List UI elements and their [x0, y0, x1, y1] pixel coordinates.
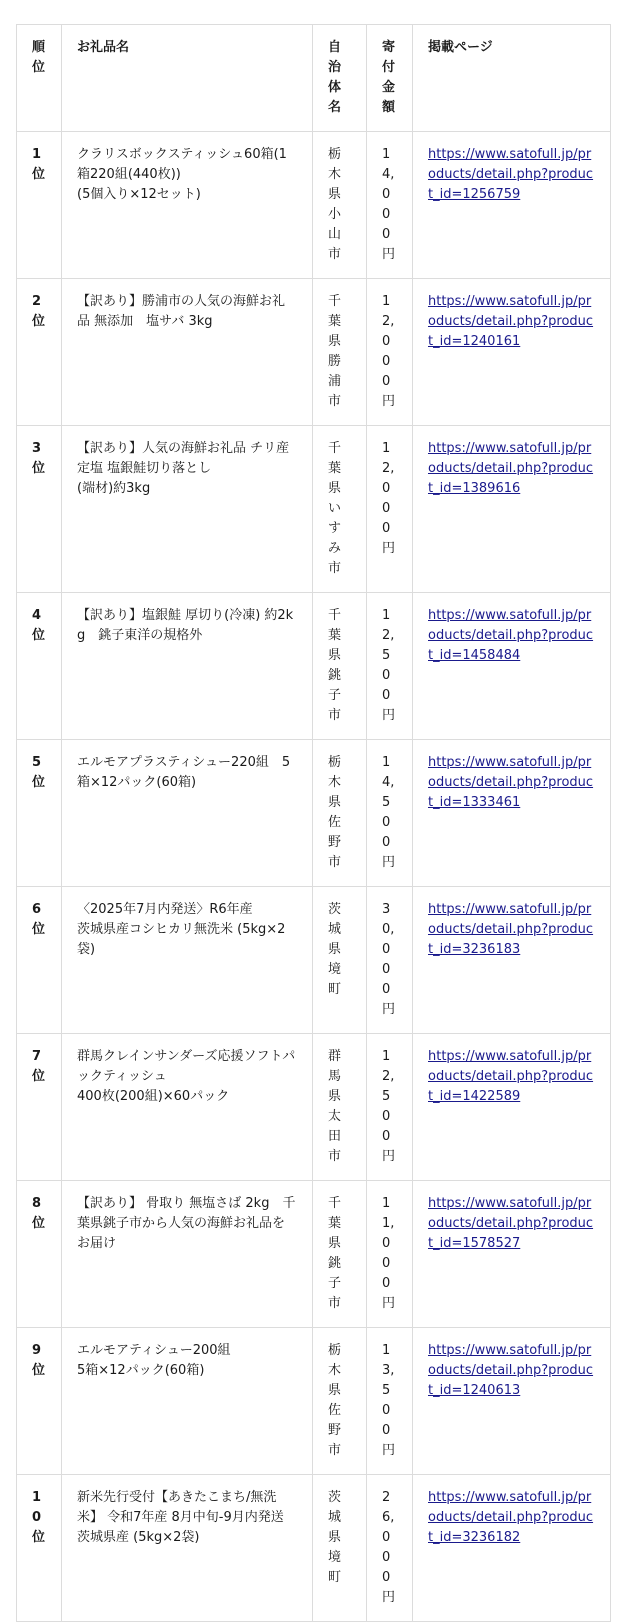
product-name: 〈2025年7月内発送〉R6年産 茨城県産コシヒカリ無洗米 (5kg×2袋): [77, 902, 286, 957]
product-page-link[interactable]: https://www.satofull.jp/products/detail.php?product_id=3236182: [428, 1490, 594, 1545]
municipality-cell: [313, 593, 367, 740]
table-row: [17, 593, 611, 740]
rank-cell: [17, 1034, 62, 1181]
product-name: 【訳あり】人気の海鮮お礼品 チリ産定塩 塩銀鮭切り落とし (端材)約3kg: [77, 441, 290, 496]
page-cell: [413, 887, 611, 1034]
product-page-link[interactable]: https://www.satofull.jp/products/detail.php?product_id=1333461: [428, 755, 594, 810]
municipality: 茨城県境町: [328, 1490, 342, 1585]
product-page-link[interactable]: https://www.satofull.jp/products/detail.php?product_id=1389616: [428, 441, 594, 496]
product-name-cell: [62, 1475, 313, 1622]
rank-value: 8位: [32, 1196, 46, 1231]
donation-amount: 30,000円: [382, 902, 396, 1017]
product-page-link[interactable]: https://www.satofull.jp/products/detail.php?product_id=1256759: [428, 147, 594, 202]
rank-cell: [17, 426, 62, 593]
rank-cell: [17, 279, 62, 426]
page-cell: [413, 426, 611, 593]
product-name-cell: [62, 1181, 313, 1328]
rank-value: 1位: [32, 147, 46, 182]
rank-cell: [17, 887, 62, 1034]
donation-amount: 13,500円: [382, 1343, 396, 1458]
table-row: [17, 740, 611, 887]
municipality-cell: [313, 740, 367, 887]
donation-amount: 11,000円: [382, 1196, 396, 1311]
amount-cell: [367, 1475, 413, 1622]
rank-cell: [17, 132, 62, 279]
municipality: 栃木県佐野市: [328, 1343, 342, 1458]
rank-value: 10位: [32, 1490, 46, 1545]
product-name-cell: [62, 740, 313, 887]
page-cell: [413, 1475, 611, 1622]
municipality: 千葉県銚子市: [328, 1196, 342, 1311]
product-name: 【訳あり】 骨取り 無塩さば 2kg 千葉県銚子市から人気の海鮮お礼品をお届け: [77, 1196, 296, 1251]
donation-amount: 14,500円: [382, 755, 396, 870]
page-cell: [413, 593, 611, 740]
product-name: 【訳あり】勝浦市の人気の海鮮お礼品 無添加 塩サバ 3kg: [77, 294, 286, 329]
product-name-cell: [62, 426, 313, 593]
table-row: [17, 887, 611, 1034]
municipality-cell: [313, 1328, 367, 1475]
table-row: [17, 1034, 611, 1181]
rank-value: 9位: [32, 1343, 46, 1378]
rank-cell: [17, 593, 62, 740]
municipality-cell: [313, 132, 367, 279]
donation-amount: 12,000円: [382, 441, 396, 556]
rank-cell: [17, 1475, 62, 1622]
rank-cell: [17, 740, 62, 887]
product-page-link[interactable]: https://www.satofull.jp/products/detail.php?product_id=3236183: [428, 902, 594, 957]
table-row: [17, 426, 611, 593]
municipality: 茨城県境町: [328, 902, 342, 997]
product-name: 【訳あり】塩銀鮭 厚切り(冷凍) 約2kg 銚子東洋の規格外: [77, 608, 294, 643]
municipality: 栃木県佐野市: [328, 755, 342, 870]
donation-amount: 12,000円: [382, 294, 396, 409]
product-name: エルモアティシュー200組 5箱×12パック(60箱): [77, 1343, 231, 1378]
amount-cell: [367, 426, 413, 593]
product-page-link[interactable]: https://www.satofull.jp/products/detail.php?product_id=1422589: [428, 1049, 594, 1104]
product-page-link[interactable]: https://www.satofull.jp/products/detail.php?product_id=1458484: [428, 608, 594, 663]
municipality-cell: [313, 1475, 367, 1622]
rank-value: 5位: [32, 755, 46, 790]
municipality: 千葉県銚子市: [328, 608, 342, 723]
donation-amount: 26,000円: [382, 1490, 396, 1605]
page-cell: [413, 1034, 611, 1181]
page-cell: [413, 279, 611, 426]
rank-cell: [17, 1181, 62, 1328]
municipality-cell: [313, 887, 367, 1034]
header-name: お礼品名: [62, 25, 313, 132]
municipality: 千葉県勝浦市: [328, 294, 342, 409]
product-name-cell: [62, 1034, 313, 1181]
donation-amount: 12,500円: [382, 1049, 396, 1164]
product-name-cell: [62, 887, 313, 1034]
amount-cell: [367, 1328, 413, 1475]
page-cell: [413, 132, 611, 279]
product-name: クラリスボックスティッシュ60箱(1箱220組(440枚)) (5個入り×12セット): [77, 147, 287, 202]
product-name-cell: [62, 1328, 313, 1475]
amount-cell: [367, 887, 413, 1034]
product-name-cell: [62, 593, 313, 740]
header-amount: 寄付金額: [367, 25, 413, 132]
product-page-link[interactable]: https://www.satofull.jp/products/detail.php?product_id=1578527: [428, 1196, 594, 1251]
rank-value: 3位: [32, 441, 46, 476]
amount-cell: [367, 593, 413, 740]
table-row: [17, 132, 611, 279]
ranking-table: [16, 24, 611, 1622]
donation-amount: 12,500円: [382, 608, 396, 723]
municipality-cell: [313, 279, 367, 426]
header-row: [17, 25, 611, 132]
product-name: エルモアプラスティシュー220組 5箱×12パック(60箱): [77, 755, 291, 790]
product-page-link[interactable]: https://www.satofull.jp/products/detail.php?product_id=1240613: [428, 1343, 594, 1398]
rank-value: 4位: [32, 608, 46, 643]
amount-cell: [367, 279, 413, 426]
amount-cell: [367, 1181, 413, 1328]
header-page: 掲載ページ: [413, 25, 611, 132]
header-rank: 順位: [17, 25, 62, 132]
amount-cell: [367, 132, 413, 279]
page-cell: [413, 740, 611, 887]
product-name-cell: [62, 279, 313, 426]
municipality-cell: [313, 1034, 367, 1181]
municipality: 栃木県小山市: [328, 147, 342, 262]
table-row: [17, 1475, 611, 1622]
table-row: [17, 1181, 611, 1328]
municipality-cell: [313, 1181, 367, 1328]
product-page-link[interactable]: https://www.satofull.jp/products/detail.php?product_id=1240161: [428, 294, 594, 349]
amount-cell: [367, 1034, 413, 1181]
product-name: 群馬クレインサンダーズ応援ソフトパックティッシュ 400枚(200組)×60パック: [77, 1049, 296, 1104]
rank-cell: [17, 1328, 62, 1475]
page-cell: [413, 1181, 611, 1328]
rank-value: 2位: [32, 294, 46, 329]
municipality: 千葉県いすみ市: [328, 441, 342, 576]
rank-value: 7位: [32, 1049, 46, 1084]
municipality: 群馬県太田市: [328, 1049, 342, 1164]
rank-value: 6位: [32, 902, 46, 937]
product-name-cell: [62, 132, 313, 279]
header-municipality: 自治体名: [313, 25, 367, 132]
product-name: 新米先行受付【あきたこまち/無洗米】 令和7年産 8月中旬-9月内発送 茨城県産 (5kg×2袋): [77, 1490, 284, 1545]
donation-amount: 14,000円: [382, 147, 396, 262]
page-cell: [413, 1328, 611, 1475]
table-row: [17, 1328, 611, 1475]
amount-cell: [367, 740, 413, 887]
table-row: [17, 279, 611, 426]
municipality-cell: [313, 426, 367, 593]
